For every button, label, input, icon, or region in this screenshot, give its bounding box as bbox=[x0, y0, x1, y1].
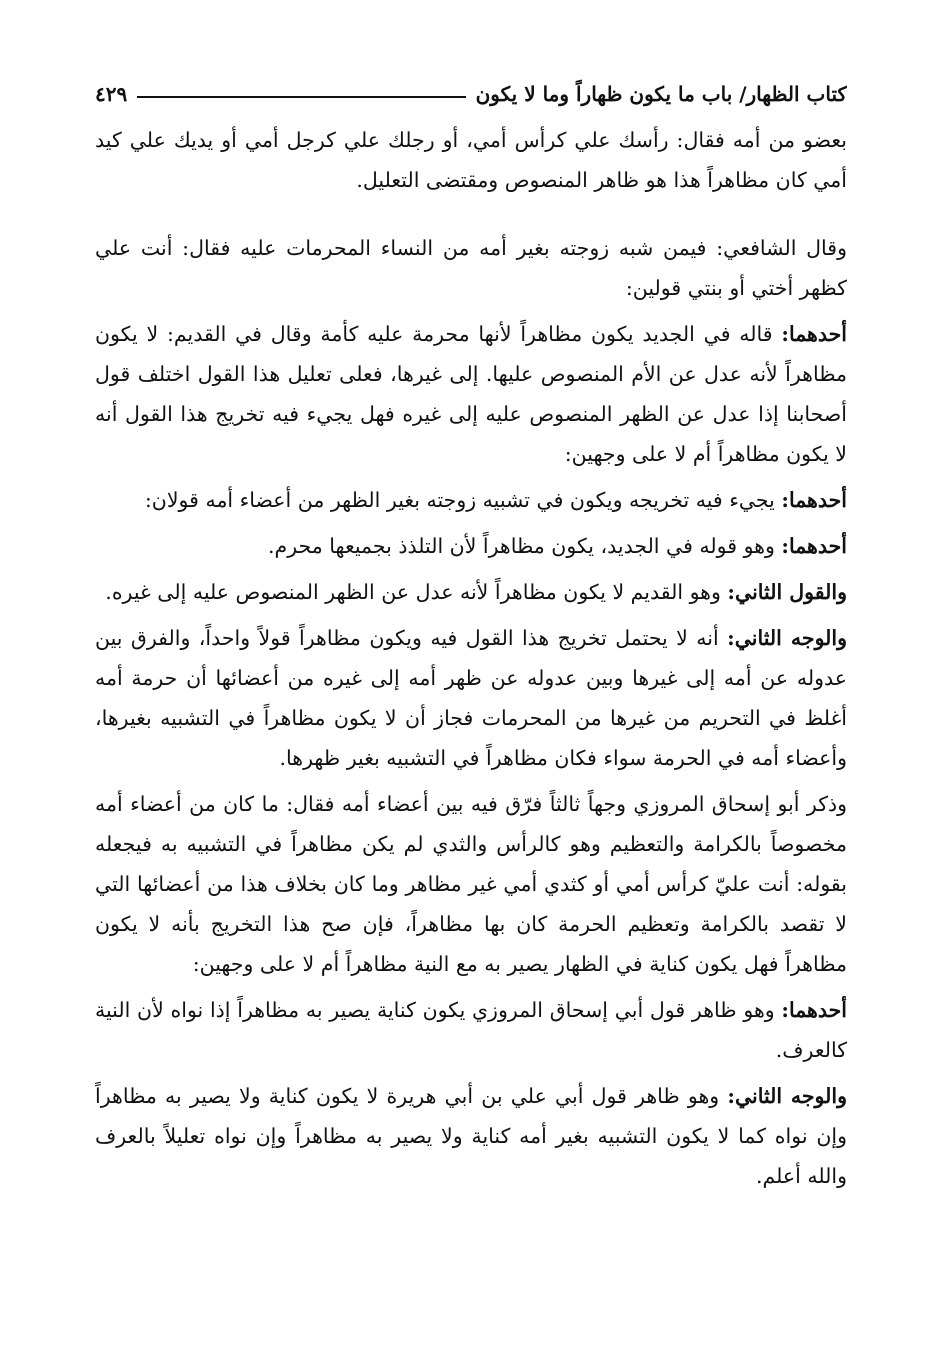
header-rule bbox=[137, 96, 465, 98]
running-header bbox=[95, 72, 847, 116]
book-page bbox=[95, 72, 847, 1342]
paragraph bbox=[95, 314, 847, 474]
paragraph-text: وقال الشافعي: فيمن شبه زوجته بغير أمه من النساء المحرمات عليه فقال: أنت علي كظهر أختي أو بنتي قولين: bbox=[95, 236, 847, 300]
paragraph bbox=[95, 1076, 847, 1196]
paragraph-lead: والوجه الثاني: bbox=[727, 626, 847, 650]
paragraph-lead: والقول الثاني: bbox=[727, 580, 847, 604]
page-number: ٤٢٩ bbox=[95, 82, 128, 106]
paragraph-lead: والوجه الثاني: bbox=[727, 1084, 847, 1108]
header-title: كتاب الظهار/ باب ما يكون ظهاراً وما لا يكون bbox=[475, 82, 847, 106]
paragraph-lead: أحدهما: bbox=[781, 534, 847, 558]
paragraph-text: أنه لا يحتمل تخريج هذا القول فيه ويكون مظاهراً قولاً واحداً، والفرق بين عدوله عن أمه إلى غيرها وبين عدوله عن ظهر أمه إلى غيره من أعضائها أن حرمة أمه أغلظ في التحريم من غيرها من المحرمات فجاز أن لا يكون مظاهراً في التشبيه بغيرها، وأعضاء أمه في الحرمة سواء فكان مظاهراً في التشبيه بغير ظهرها. bbox=[95, 626, 847, 770]
paragraph bbox=[95, 784, 847, 984]
paragraph-text: وذكر أبو إسحاق المروزي وجهاً ثالثاً فرّق فيه بين أعضاء أمه فقال: ما كان من أعضاء أمه مخصوصاً بالكرامة والتعظيم وهو كالرأس والثدي لم يكن مظاهراً في التشبيه به فيجعله بقوله: أنت عليّ كرأس أمي أو كثدي أمي غير مظاهر وما كان بخلاف هذا من أعضائها التي لا تقصد بالكرامة وتعظيم الحرمة كان بها مظاهراً، فإن صح هذا التخريج بأنه لا يكون مظاهراً فهل يكون كناية في الظهار يصير به مع النية مظاهراً أم لا على وجهين: bbox=[95, 792, 847, 976]
paragraph bbox=[95, 618, 847, 778]
paragraph bbox=[95, 480, 847, 520]
paragraph bbox=[95, 990, 847, 1070]
paragraph-lead: أحدهما: bbox=[781, 998, 847, 1022]
paragraph-lead: أحدهما: bbox=[781, 322, 847, 346]
page-body bbox=[95, 120, 847, 1196]
paragraph bbox=[95, 120, 847, 200]
paragraph bbox=[95, 572, 847, 612]
paragraph-text: وهو قوله في الجديد، يكون مظاهراً لأن التلذذ بجميعها محرم. bbox=[268, 534, 782, 558]
paragraph-text: يجيء فيه تخريجه ويكون في تشبيه زوجته بغير الظهر من أعضاء أمه قولان: bbox=[144, 488, 782, 512]
paragraph-lead: أحدهما: bbox=[781, 488, 847, 512]
paragraph-text: بعضو من أمه فقال: رأسك علي كرأس أمي، أو رجلك علي كرجل أمي أو يديك علي كيد أمي كان مظاهراً هذا هو ظاهر المنصوص ومقتضى التعليل. bbox=[95, 128, 847, 192]
paragraph-text: وهو القديم لا يكون مظاهراً لأنه عدل عن الظهر المنصوص عليه إلى غيره. bbox=[105, 580, 728, 604]
paragraph bbox=[95, 526, 847, 566]
paragraph-text: قاله في الجديد يكون مظاهراً لأنها محرمة عليه كأمة وقال في القديم: لا يكون مظاهراً لأنه عدل عن الأم المنصوص عليها. إلى غيرها، فعلى تعليل هذا القول اختلف قول أصحابنا إذا عدل عن الظهر المنصوص عليه إلى غيره فهل يجيء فيه تخريج هذا القول أنه لا يكون مظاهراً أم لا على وجهين: bbox=[95, 322, 847, 466]
paragraph bbox=[95, 228, 847, 308]
paragraph-text: وهو ظاهر قول أبي علي بن أبي هريرة لا يكون كناية ولا يصير به مظاهراً وإن نواه كما لا يكون التشبيه بغير أمه كناية ولا يصير به مظاهراً وإن نواه تعليلاً بالعرف والله أعلم. bbox=[95, 1084, 847, 1188]
paragraph-text: وهو ظاهر قول أبي إسحاق المروزي يكون كناية يصير به مظاهراً إذا نواه لأن النية كالعرف. bbox=[95, 998, 847, 1062]
